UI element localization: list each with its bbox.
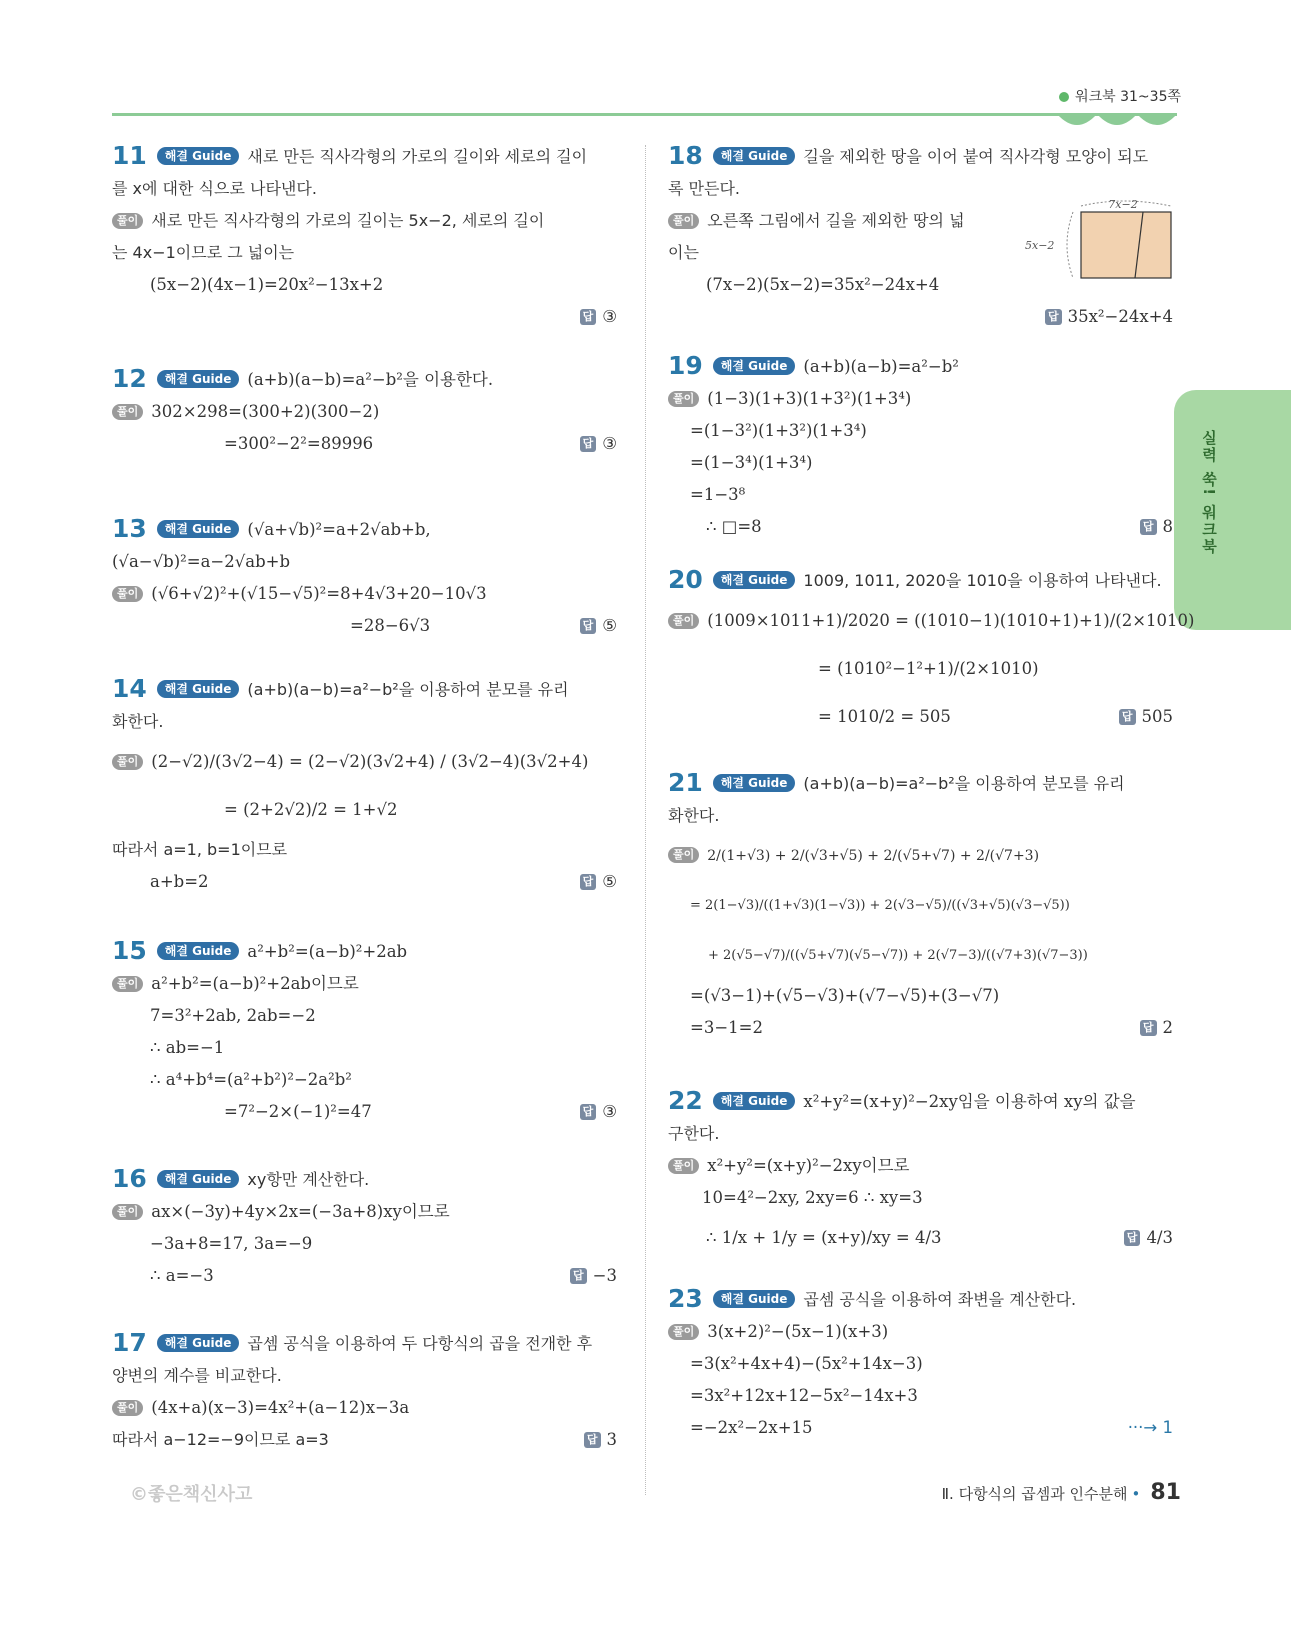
answer-badge: 답	[580, 309, 597, 325]
solution-line: ∴ a=−3	[150, 1266, 214, 1285]
guide-text: 길을 제외한 땅을 이어 붙여 직사각형 모양이 되도	[803, 147, 1149, 166]
problem-number: 21	[668, 768, 703, 797]
solution-line: 새로 만든 직사각형의 가로의 길이는 5x−2, 세로의 길이	[151, 211, 545, 230]
answer-badge: 답	[580, 436, 597, 452]
guide-badge: 해결 Guide	[713, 1290, 796, 1308]
page-number: 81	[1150, 1480, 1181, 1505]
guide-badge: 해결 Guide	[713, 774, 796, 792]
guide-badge: 해결 Guide	[157, 520, 240, 538]
solution-line: (5x−2)(4x−1)=20x²−13x+2	[150, 275, 384, 294]
guide-text: 록 만든다.	[668, 179, 740, 198]
solution-line: a+b=2	[150, 872, 209, 891]
answer-badge: 답	[580, 1104, 597, 1120]
solution-line: =3−1=2	[690, 1018, 763, 1037]
answer: 답 ⑤	[580, 866, 617, 898]
guide-text: (a+b)(a−b)=a²−b²을 이용하여 분모를 유리	[803, 774, 1125, 793]
solution-line: ax×(−3y)+4y×2x=(−3a+8)xy이므로	[151, 1202, 450, 1221]
solution-line: =(1−3²)(1+3²)(1+3⁴)	[690, 421, 867, 440]
guide-text: 새로 만든 직사각형의 가로의 길이와 세로의 길이	[247, 147, 588, 166]
guide-text: 화한다.	[112, 712, 164, 731]
problem-number: 11	[112, 141, 147, 170]
solution-line: 7=3²+2ab, 2ab=−2	[150, 1006, 316, 1025]
solution-badge: 풀이	[668, 1158, 699, 1174]
solution-line: = (2+2√2)/2 = 1+√2	[224, 800, 398, 819]
solution-line: (√6+√2)²+(√15−√5)²=8+4√3+20−10√3	[151, 584, 487, 603]
solution-line: + 2(√5−√7)/((√5+√7)(√5−√7)) + 2(√7−3)/((√7+3)(√7−3))	[708, 948, 1088, 963]
solution-badge: 풀이	[668, 1324, 699, 1340]
answer: 답 ③	[580, 1096, 617, 1128]
problem-13	[112, 513, 617, 673]
guide-text: 1009, 1011, 2020을 1010을 이용하여 나타낸다.	[803, 571, 1162, 590]
solution-line: =−2x²−2x+15	[690, 1418, 813, 1437]
solution-line: =3(x²+4x+4)−(5x²+14x−3)	[690, 1354, 923, 1373]
solution-line: =3x²+12x+12−5x²−14x+3	[690, 1386, 918, 1405]
solution-line: 따라서 a=1, b=1이므로	[112, 840, 288, 859]
solution-line: ∴ 1/x + 1/y = (x+y)/xy = 4/3	[706, 1228, 942, 1247]
guide-text: (a+b)(a−b)=a²−b²	[803, 357, 959, 376]
solution-line: 2/(1+√3) + 2/(√3+√5) + 2/(√5+√7) + 2/(√7+3)	[707, 848, 1040, 864]
height-label: 5x−2	[1025, 239, 1055, 252]
solution-line: = (1010²−1²+1)/(2×1010)	[818, 659, 1039, 678]
guide-text: 화한다.	[668, 806, 720, 825]
column-divider	[645, 145, 646, 1495]
answer: 답 35x²−24x+4	[1045, 301, 1173, 333]
continue-marker: ···→ 1	[1127, 1418, 1173, 1437]
answer-badge: 답	[1140, 1020, 1157, 1036]
solution-badge: 풀이	[112, 1204, 143, 1220]
right-column	[668, 140, 1195, 1444]
problem-19	[668, 350, 1173, 564]
problem-number: 18	[668, 141, 703, 170]
problem-17	[112, 1327, 617, 1456]
solution-line: =28−6√3	[350, 616, 431, 635]
guide-badge: 해결 Guide	[157, 147, 240, 165]
guide-text: a²+b²=(a−b)²+2ab	[247, 942, 408, 961]
answer: 답 2	[1140, 1012, 1173, 1044]
guide-text: 양변의 계수를 비교한다.	[112, 1366, 282, 1385]
problem-number: 22	[668, 1086, 703, 1115]
solution-line: =(√3−1)+(√5−√3)+(√7−√5)+(3−√7)	[690, 986, 1000, 1005]
answer: 답 ③	[580, 428, 617, 460]
guide-badge: 해결 Guide	[713, 571, 796, 589]
guide-text: (√a+√b)²=a+2√ab+b,	[247, 520, 431, 539]
width-label: 7x−2	[1108, 198, 1138, 211]
guide-text: 곱셈 공식을 이용하여 좌변을 계산한다.	[803, 1290, 1077, 1309]
problem-11	[112, 140, 617, 363]
answer-badge: 답	[570, 1268, 587, 1284]
problem-20	[668, 564, 1195, 767]
solution-badge: 풀이	[112, 1400, 143, 1416]
solution-line: −3a+8=17, 3a=−9	[150, 1234, 313, 1253]
solution-line: 302×298=(300+2)(300−2)	[151, 402, 380, 421]
answer-badge: 답	[1140, 519, 1157, 535]
left-column	[112, 140, 617, 1456]
answer: 답 −3	[570, 1260, 617, 1292]
solution-line: =300²−2²=89996	[224, 434, 374, 453]
problem-number: 17	[112, 1328, 147, 1357]
solution-badge: 풀이	[112, 976, 143, 992]
answer: 답 505	[1119, 693, 1173, 741]
answer-badge: 답	[580, 874, 597, 890]
solution-line: =1−3⁸	[690, 485, 746, 504]
solution-line: = 2(1−√3)/((1+√3)(1−√3)) + 2(√3−√5)/((√3+√5)(√3−√5))	[690, 898, 1070, 913]
guide-badge: 해결 Guide	[713, 147, 796, 165]
solution-line: (4x+a)(x−3)=4x²+(a−12)x−3a	[151, 1398, 410, 1417]
answer: 답 ③	[580, 301, 617, 333]
guide-text: xy항만 계산한다.	[247, 1170, 370, 1189]
problem-number: 12	[112, 364, 147, 393]
guide-text: (a+b)(a−b)=a²−b²을 이용하여 분모를 유리	[247, 680, 569, 699]
solution-line: 는 4x−1이므로 그 넓이는	[112, 243, 295, 262]
solution-line: 오른쪽 그림에서 길을 제외한 땅의 넓	[707, 211, 965, 230]
height-brace	[1067, 212, 1073, 278]
solution-badge: 풀이	[112, 586, 143, 602]
answer-badge: 답	[1045, 309, 1062, 325]
answer: 답 3	[584, 1424, 617, 1456]
solution-badge: 풀이	[668, 613, 699, 629]
header-wave-decoration	[1057, 114, 1177, 132]
solution-badge: 풀이	[668, 847, 699, 863]
problem-18	[668, 140, 1173, 350]
answer-badge: 답	[580, 618, 597, 634]
solution-line: ∴ a⁴+b⁴=(a²+b²)²−2a²b²	[150, 1070, 352, 1089]
guide-badge: 해결 Guide	[157, 680, 240, 698]
answer-badge: 답	[1124, 1230, 1141, 1246]
solution-line: (1009×1011+1)/2020 = ((1010−1)(1010+1)+1)/(2×1010)	[707, 611, 1195, 630]
problem-number: 20	[668, 565, 703, 594]
guide-text: 구한다.	[668, 1124, 720, 1143]
problem-16	[112, 1163, 617, 1327]
solution-line: (1−3)(1+3)(1+3²)(1+3⁴)	[707, 389, 912, 408]
guide-badge: 해결 Guide	[157, 1334, 240, 1352]
solution-line: =7²−2×(−1)²=47	[224, 1102, 372, 1121]
guide-badge: 해결 Guide	[157, 942, 240, 960]
guide-badge: 해결 Guide	[157, 1170, 240, 1188]
side-tab-label: 실력 쑥! 워크북	[1200, 430, 1218, 556]
solution-line: 10=4²−2xy, 2xy=6 ∴ xy=3	[702, 1188, 923, 1207]
solution-line: x²+y²=(x+y)²−2xy이므로	[707, 1156, 910, 1175]
problem-number: 16	[112, 1164, 147, 1193]
solution-line: ∴ □=8	[706, 517, 762, 536]
problem-22	[668, 1085, 1173, 1283]
solution-line: =(1−3⁴)(1+3⁴)	[690, 453, 813, 472]
problem-number: 23	[668, 1284, 703, 1313]
solution-badge: 풀이	[112, 404, 143, 420]
publisher-watermark: ©좋은책신사고	[130, 1484, 253, 1505]
guide-text: 곱셈 공식을 이용하여 두 다항식의 곱을 전개한 후	[247, 1334, 593, 1353]
guide-badge: 해결 Guide	[157, 370, 240, 388]
solution-line: ∴ ab=−1	[150, 1038, 225, 1057]
problem-number: 15	[112, 936, 147, 965]
solution-badge: 풀이	[112, 213, 143, 229]
solution-line: a²+b²=(a−b)²+2ab이므로	[151, 974, 359, 993]
answer: 답 ⑤	[580, 610, 617, 642]
guide-badge: 해결 Guide	[713, 1092, 796, 1110]
guide-badge: 해결 Guide	[713, 357, 796, 375]
solution-line: 따라서 a−12=−9이므로 a=3	[112, 1430, 329, 1449]
solution-line: (2−√2)/(3√2−4) = (2−√2)(3√2+4) / (3√2−4)(3√2+4)	[151, 752, 589, 771]
problem-number: 19	[668, 351, 703, 380]
guide-text: x²+y²=(x+y)²−2xy임을 이용하여 xy의 값을	[803, 1092, 1136, 1111]
problem-15	[112, 935, 617, 1163]
guide-text: (√a−√b)²=a−2√ab+b	[112, 552, 291, 571]
separator-dot: •	[1131, 1485, 1141, 1503]
answer: 답 4/3	[1124, 1214, 1173, 1262]
rectangle-road-figure	[1023, 198, 1173, 288]
guide-text: 를 x에 대한 식으로 나타낸다.	[112, 179, 317, 198]
solution-badge: 풀이	[112, 754, 143, 770]
problem-number: 13	[112, 514, 147, 543]
answer-badge: 답	[584, 1432, 601, 1448]
solution-badge: 풀이	[668, 391, 699, 407]
solution-line: 이는	[668, 243, 699, 262]
guide-text: (a+b)(a−b)=a²−b²을 이용한다.	[247, 370, 494, 389]
answer: 답 8	[1140, 511, 1173, 543]
problem-12	[112, 363, 617, 513]
land-rectangle	[1081, 212, 1171, 278]
chapter-title: Ⅱ. 다항식의 곱셈과 인수분해	[941, 1485, 1128, 1503]
solution-line: 3(x+2)²−(5x−1)(x+3)	[707, 1322, 889, 1341]
problem-21	[668, 767, 1173, 1085]
answer-badge: 답	[1119, 709, 1136, 725]
green-dot-icon	[1059, 92, 1069, 102]
problem-14	[112, 673, 617, 935]
header-rule	[112, 113, 1177, 116]
page-footer	[942, 1480, 1181, 1505]
solution-line: = 1010/2 = 505	[818, 707, 951, 726]
solution-badge: 풀이	[668, 213, 699, 229]
solution-line: (7x−2)(5x−2)=35x²−24x+4	[706, 275, 940, 294]
problem-23	[668, 1283, 1173, 1444]
problem-number: 14	[112, 674, 147, 703]
workbook-reference: 워크북 31~35쪽	[1059, 86, 1181, 106]
